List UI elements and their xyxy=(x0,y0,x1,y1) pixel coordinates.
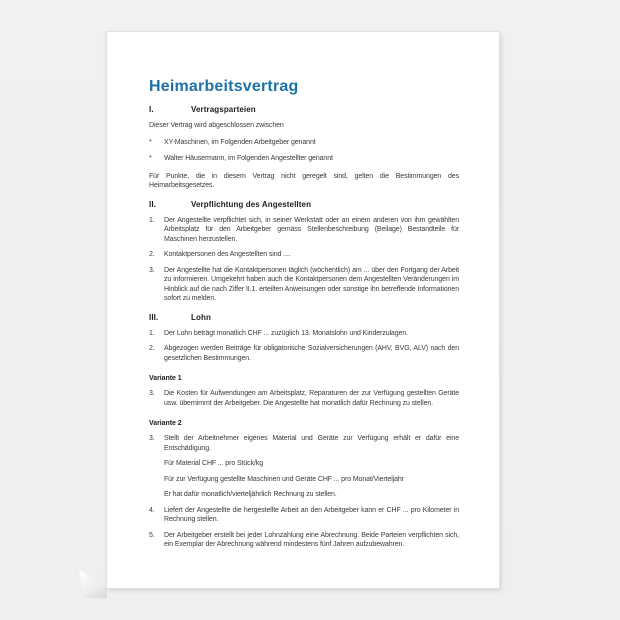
section-heading-vertragsparteien xyxy=(149,105,459,115)
party-employee-text: Walter Häusermann, im Folgenden Angestellter genannt xyxy=(164,154,333,162)
fallback-law-note: Für Punkte, die in diesem Vertrag nicht geregelt sind, gelten die Bestimmungen des Heimarbeitsgesetzes. xyxy=(149,172,459,189)
list-item-text: Der Arbeitgeber erstellt bei jeder Lohnzahlung eine Abrechnung. Beide Parteien verpflichten sich, ein Exemplar der Abrechnung während mindestens fünf Jahren aufzubewahren. xyxy=(164,531,459,548)
intro-lead-text: Dieser Vertrag wird abgeschlossen zwischen xyxy=(149,122,284,129)
page-corner-curl xyxy=(79,560,107,598)
section-title: Lohn xyxy=(191,312,211,322)
list-item xyxy=(149,329,459,339)
list-item xyxy=(149,250,459,260)
list-item-number: 2. xyxy=(149,345,155,352)
party-employer-text: XY-Maschinen, im Folgenden Arbeitgeber genannt xyxy=(164,138,316,146)
section-title: Verpflichtung des Angestellten xyxy=(191,199,312,209)
list-item-text: Die Kosten für Aufwendungen am Arbeitsplatz, Reparaturen der zur Verfügung gestellten Geräte usw. übernimmt der Arbeitgeber. Die Angestellte hat monatlich dafür Rechnung zu stellen. xyxy=(164,390,459,407)
list-item-text: Liefert der Angestellte die hergestellte Arbeit an den Arbeitgeber kann er CHF ... pro Kilometer in Rechnung stellen. xyxy=(164,506,459,523)
list-item-number: 3. xyxy=(149,266,155,274)
list-item-text: Der Angestellte hat die Kontaktpersonen täglich (wöchentlich) am ... über den Fortgang der Arbeit zu informieren. Umgekehrt haben auch die Kontaktpersonen dem Angestellten Veränderungen im Hinblick auf die nach Ziffer II.1. erteilten Anweisungen oder sonstige ihn betreffende Informationen sofort zu melden. xyxy=(164,266,459,302)
list-item-number: 3. xyxy=(149,435,155,442)
list-item-text: Kontaktpersonen des Angestellten sind .... xyxy=(164,251,291,258)
contract-document-page xyxy=(106,31,500,589)
section-title: Vertragsparteien xyxy=(191,105,256,114)
party-list-item xyxy=(149,138,459,148)
list-item-text: Abgezogen werden Beiträge für obligatorische Sozialversicherungen (AHV, BVG, ALV) nach den gesetzlichen Bestimmungen. xyxy=(164,345,459,362)
list-item xyxy=(149,266,459,304)
list-item xyxy=(149,506,459,525)
section-heading-verpflichtung xyxy=(149,200,459,210)
bullet-asterisk: * xyxy=(149,138,152,146)
list-item xyxy=(149,216,459,245)
material-rate-line: Für Material CHF ... pro Stück/kg xyxy=(164,460,264,467)
list-item-number: 3. xyxy=(149,390,155,397)
section-heading-lohn xyxy=(149,313,459,323)
list-item-number: 4. xyxy=(149,506,155,514)
list-item xyxy=(149,531,459,550)
list-item-number: 1. xyxy=(149,216,155,224)
list-item-text: Der Angestellte verpflichtet sich, in seiner Werkstatt oder an einem anderen von ihm gewählten Arbeitsplatz für den Arbeitgeber gemäss Stellenbeschreibung (Beilage) Bestandteile für Maschinen herzustellen. xyxy=(164,216,459,243)
invoice-interval-line: Er hat dafür monatlich/vierteljährlich Rechnung zu stellen. xyxy=(164,491,337,498)
section-number: II. xyxy=(149,199,156,209)
list-item xyxy=(149,434,459,453)
variant-1-label: Variante 1 xyxy=(149,375,182,382)
bullet-asterisk: * xyxy=(149,154,152,162)
list-item-number: 5. xyxy=(149,531,155,539)
variant-2-label: Variante 2 xyxy=(149,420,182,427)
list-item-text: Stellt der Arbeitnehmer eigenes Material und Geräte zur Verfügung erhält er dafür eine Entschädigung. xyxy=(164,435,459,452)
section-number: III. xyxy=(149,312,159,322)
list-item xyxy=(149,389,459,408)
list-item-text: Der Lohn beträgt monatlich CHF ... zuzüglich 13. Monatslohn und Kinderzulagen. xyxy=(164,329,408,337)
section-number: I. xyxy=(149,105,154,114)
list-item-number: 2. xyxy=(149,251,155,258)
list-item-number: 1. xyxy=(149,329,155,337)
machine-rate-line: Für zur Verfügung gestellte Maschinen und Geräte CHF ... pro Monat/Vierteljahr xyxy=(164,475,404,483)
list-item xyxy=(149,344,459,363)
party-list-item xyxy=(149,154,459,164)
document-title: Heimarbeitsvertrag xyxy=(149,78,299,95)
